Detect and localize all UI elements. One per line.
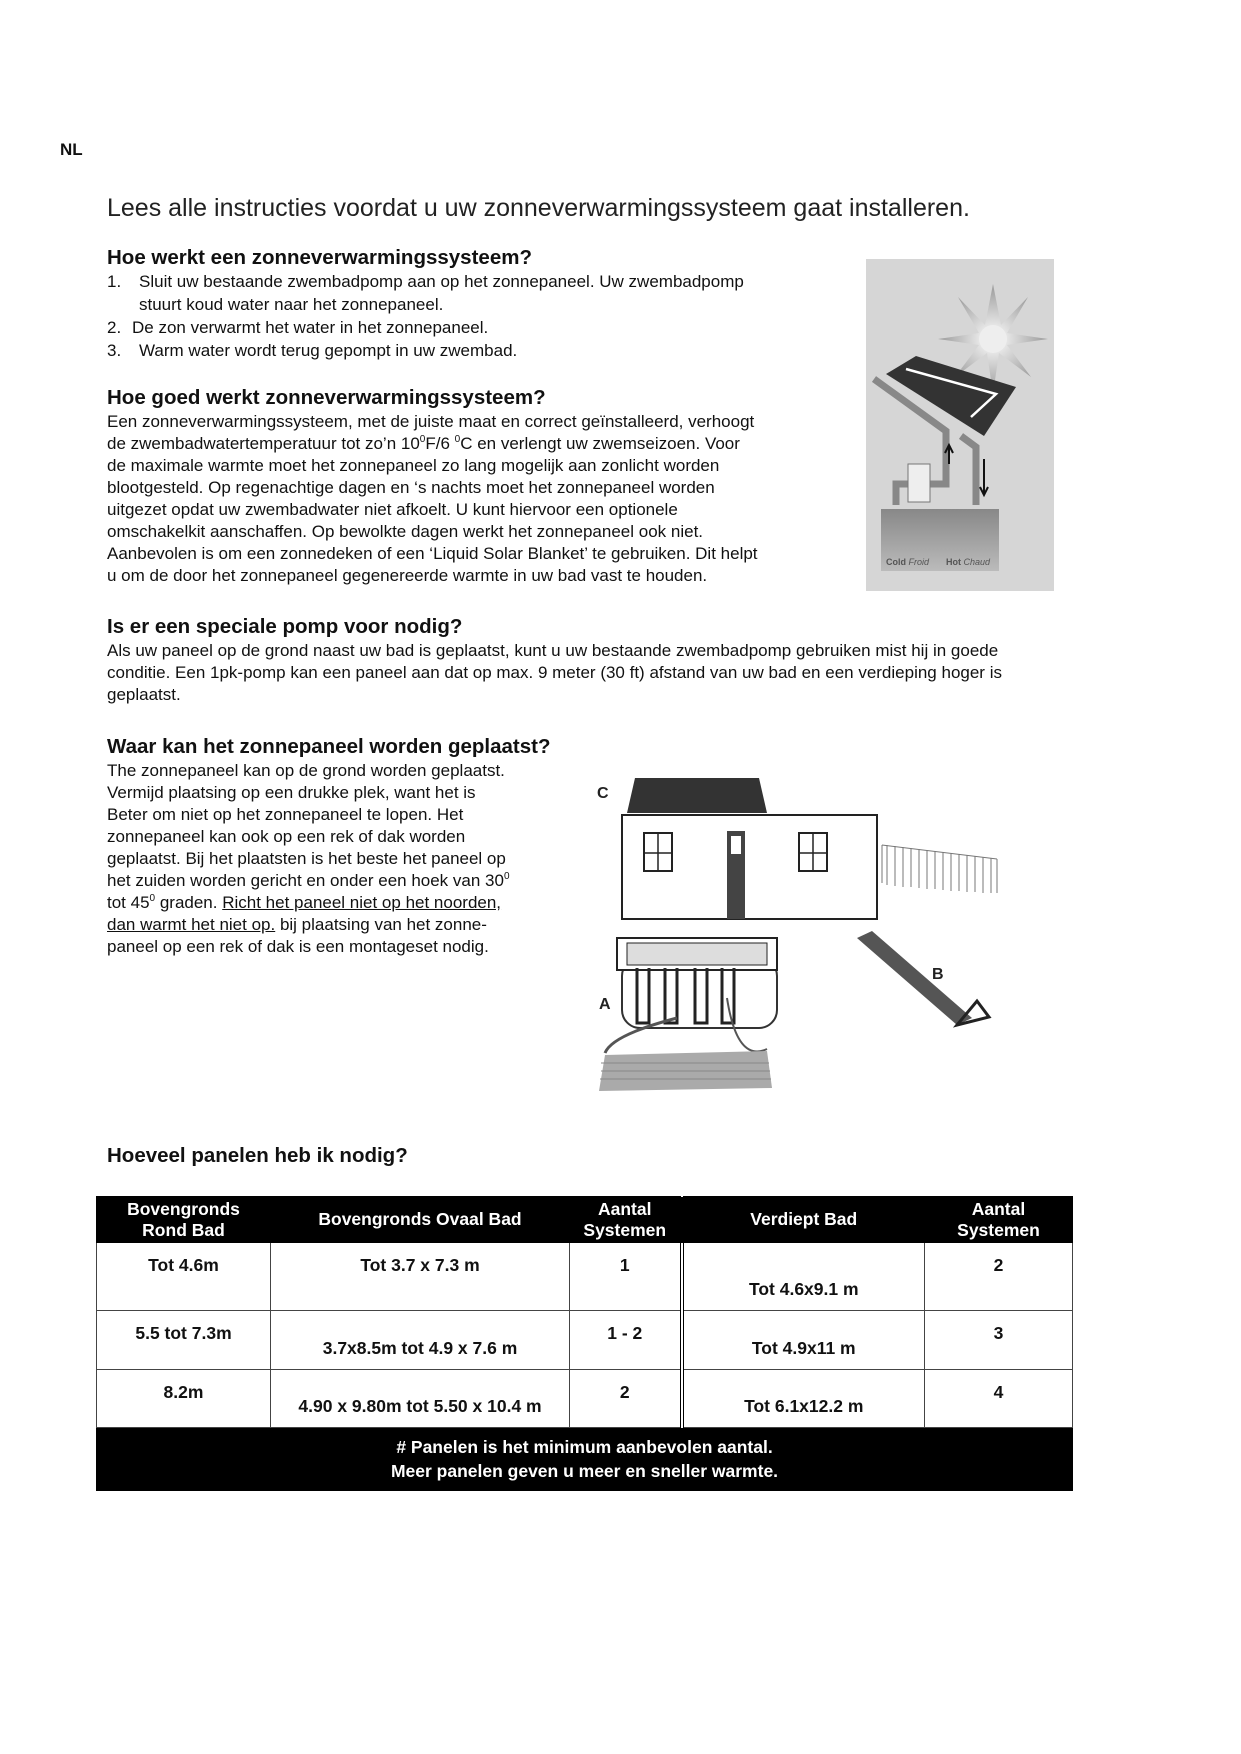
table-row: 5.5 tot 7.3m 3.7x8.5m tot 4.9 x 7.6 m 1 - 2 Tot 4.9x11 m 3: [97, 1311, 1073, 1370]
section-heading-how-it-works: Hoe werkt een zonneverwarmingssysteem?: [107, 246, 532, 269]
panels-table: [96, 1196, 1073, 1491]
svg-text:A: A: [599, 996, 611, 1013]
step-item: 3. Warm water wordt terug gepompt in uw zwembad.: [107, 341, 518, 360]
section4-paragraph: The zonnepaneel kan op de grond worden geplaatst. Vermijd plaatsing op een drukke plek, want het is Beter om niet op het zonnepaneel te lopen. Het zonnepaneel kan ook op een rek of dak worden geplaatst. Bij het plaatsten is het beste het paneel op het zuiden worden gericht en onder een hoek van $30^0$ tot $45^0$ graden. Richt het paneel niet op het noorden, dan warmt het niet op. bij plaatsing van het zonne- paneel op een rek of dak is een montageset nodig.: [107, 761, 510, 956]
step-item: 1. Sluit uw bestaande zwembadpomp aan op het zonnepaneel. Uw zwembadpomp: [107, 272, 744, 291]
section-heading-how-well: Hoe goed werkt zonneverwarmingssysteem?: [107, 386, 546, 409]
step-item-continued: stuurt koud water naar het zonnepaneel.: [139, 295, 444, 314]
placement-illustration: [587, 773, 1057, 1095]
svg-text:C: C: [597, 785, 609, 802]
svg-text:B: B: [932, 966, 944, 983]
table-footnote: # Panelen is het minimum aanbevolen aantal. Meer panelen geven u meer en sneller warmte.: [97, 1428, 1073, 1491]
svg-text:Hot Chaud: Hot Chaud: [946, 557, 991, 567]
col-header-oval-pool: Bovengronds Ovaal Bad: [271, 1197, 570, 1243]
table-row: Tot 4.6m Tot 3.7 x 7.3 m 1 Tot 4.6x9.1 m 2: [97, 1243, 1073, 1311]
section-heading-how-many: Hoeveel panelen heb ik nodig?: [107, 1144, 408, 1167]
section-heading-placement: Waar kan het zonnepaneel worden geplaatst?: [107, 735, 551, 758]
page-title: Lees alle instructies voordat u uw zonneverwarmingssysteem gaat installeren.: [107, 194, 970, 222]
step-item: 2. De zon verwarmt het water in het zonnepaneel.: [107, 318, 489, 337]
svg-text:Cold Froid: Cold Froid: [886, 557, 930, 567]
section3-paragraph: Als uw paneel op de grond naast uw bad is geplaatst, kunt u uw bestaande zwembadpomp gebruiken mist hij in goede conditie. Een 1pk-pomp kan een paneel aan dat op max. 9 meter (30 ft) afstand van uw bad en een verdieping hoger is geplaatst.: [107, 641, 1002, 704]
col-header-inground-pool: Verdiept Bad: [682, 1197, 925, 1243]
col-header-systems: Aantal Systemen: [925, 1197, 1073, 1243]
col-header-systems: Aantal Systemen: [570, 1197, 682, 1243]
col-header-round-pool: Bovengronds Rond Bad: [97, 1197, 271, 1243]
section2-paragraph: Een zonneverwarmingssysteem, met de juiste maat en correct geïnstalleerd, verhoogt de zwembadwatertemperatuur tot zo’n $10^0F/6$ $^0$C en verlengt uw zwemseizoen. Voor de maximale warmte moet het zonnepaneel zo lang mogelijk aan zonlicht worden blootgesteld. Op regenachtige dagen en ‘s nachts moet het zonnepaneel worden uitgezet opdat uw zwembadwater niet afkoelt. U kunt hiervoor een optionele omschakelkit aanschaffen. Op bewolkte dagen werkt het zonnepaneel ook niet. Aanbevolen is om een zonnedeken of een ‘Liquid Solar Blanket’ te gebruiken. Dit helpt u om de door het zonnepaneel gegenereerde warmte in uw bad vast te houden.: [107, 412, 758, 585]
solar-system-diagram: [866, 259, 1054, 591]
language-label: NL: [60, 140, 83, 159]
table-header-row: [97, 1197, 1073, 1243]
table-row: 8.2m 4.90 x 9.80m tot 5.50 x 10.4 m 2 Tot 6.1x12.2 m 4: [97, 1370, 1073, 1428]
section-heading-pump: Is er een speciale pomp voor nodig?: [107, 615, 463, 638]
table-footer-row: [97, 1428, 1073, 1491]
steps-list: [107, 271, 744, 363]
